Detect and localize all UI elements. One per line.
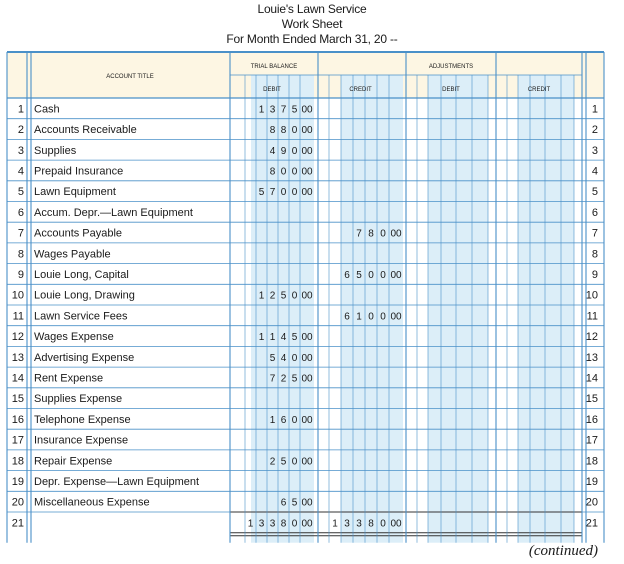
worksheet-period: For Month Ended March 31, 20 -- bbox=[226, 32, 398, 46]
trial-balance-debit-digit: 5 bbox=[280, 456, 287, 468]
trial-balance-debit-digit: 3 bbox=[269, 104, 276, 116]
row-number-left: 21 bbox=[11, 517, 24, 530]
account-title: Louie Long, Drawing bbox=[34, 289, 135, 302]
trial-balance-debit-digit: 8 bbox=[269, 166, 276, 178]
row-number-right: 21 bbox=[585, 517, 598, 530]
row-number-left: 20 bbox=[11, 496, 24, 509]
row-number-right: 3 bbox=[591, 144, 598, 157]
trial-balance-debit-digit: 7 bbox=[269, 373, 276, 385]
trial-balance-debit-digit: 4 bbox=[269, 145, 276, 157]
row-number-right: 15 bbox=[585, 393, 598, 406]
trial-balance-credit-cents: 00 bbox=[390, 269, 402, 281]
trial-balance-debit-cents: 00 bbox=[301, 290, 313, 302]
trial-balance-debit-digit: 5 bbox=[291, 373, 298, 385]
row-number-left: 17 bbox=[11, 434, 24, 447]
row-number-left: 6 bbox=[17, 206, 24, 219]
trial-balance-debit-digit: 4 bbox=[280, 352, 287, 364]
adCredit-shade bbox=[518, 75, 574, 543]
row-number-right: 20 bbox=[585, 496, 598, 509]
trial-balance-debit-digit: 9 bbox=[280, 145, 287, 157]
row-number-left: 10 bbox=[11, 289, 24, 302]
adjustments-heading: ADJUSTMENTS bbox=[428, 64, 474, 70]
row-number-left: 13 bbox=[11, 351, 24, 364]
trial-balance-credit-digit: 0 bbox=[380, 311, 386, 323]
row-number-left: 11 bbox=[12, 310, 24, 323]
trial-balance-debit-digit: 0 bbox=[291, 290, 298, 302]
row-number-left: 16 bbox=[11, 413, 24, 426]
row-number-right: 19 bbox=[585, 475, 598, 488]
trial-balance-debit-digit: 1 bbox=[269, 414, 276, 426]
account-title: Cash bbox=[34, 103, 60, 116]
trial-balance-credit-digit: 0 bbox=[380, 518, 386, 530]
account-title: Advertising Expense bbox=[34, 351, 135, 364]
account-title: Wages Payable bbox=[34, 248, 111, 261]
trial-balance-debit-digit: 1 bbox=[258, 104, 265, 116]
trial-balance-debit-digit: 1 bbox=[269, 332, 276, 344]
account-title: Louie Long, Capital bbox=[34, 268, 129, 281]
row-number-right: 1 bbox=[591, 103, 598, 116]
trial-balance-debit-digit: 2 bbox=[280, 373, 287, 385]
trial-balance-debit-digit: 3 bbox=[258, 518, 265, 530]
trial-balance-debit-digit: 8 bbox=[280, 518, 287, 530]
trial-balance-debit-digit: 0 bbox=[291, 456, 298, 468]
trial-balance-debit-digit: 0 bbox=[291, 145, 298, 157]
company-name: Louie's Lawn Service bbox=[257, 2, 367, 16]
tbCredit-shade bbox=[341, 75, 403, 543]
account-title-heading: ACCOUNT TITLE bbox=[106, 74, 154, 80]
trial-balance-debit-cents: 00 bbox=[301, 166, 313, 178]
account-title: Insurance Expense bbox=[34, 434, 129, 447]
trial-balance-debit-digit: 7 bbox=[280, 104, 287, 116]
trial-balance-credit-cents: 00 bbox=[390, 311, 402, 323]
trial-balance-credit-digit: 8 bbox=[368, 518, 374, 530]
row-number-left: 15 bbox=[11, 393, 24, 406]
trial-balance-debit-digit: 7 bbox=[269, 187, 276, 199]
trial-balance-debit-digit: 6 bbox=[280, 414, 287, 426]
trial-balance-debit-digit: 0 bbox=[280, 187, 287, 199]
trial-balance-credit-digit: 6 bbox=[344, 311, 350, 323]
trial-balance-debit-cents: 00 bbox=[301, 104, 313, 116]
account-title: Accounts Receivable bbox=[34, 124, 137, 137]
account-title: Miscellaneous Expense bbox=[34, 496, 150, 509]
row-number-left: 4 bbox=[17, 165, 24, 178]
account-title: Accounts Payable bbox=[34, 227, 123, 240]
row-number-right: 10 bbox=[585, 289, 598, 302]
row-number-left: 8 bbox=[17, 248, 24, 261]
trial-balance-credit-digit: 6 bbox=[344, 269, 350, 281]
trial-balance-credit-digit: 5 bbox=[356, 269, 362, 281]
row-number-right: 14 bbox=[585, 372, 598, 385]
trial-balance-debit-digit: 0 bbox=[291, 125, 298, 137]
trial-balance-credit-cents: 00 bbox=[390, 228, 402, 240]
row-number-right: 6 bbox=[591, 206, 598, 219]
row-number-right: 5 bbox=[591, 186, 598, 199]
trial-balance-debit-digit: 5 bbox=[291, 104, 298, 116]
row-number-right: 17 bbox=[585, 434, 598, 447]
trial-balance-debit-digit: 0 bbox=[291, 518, 298, 530]
trial-balance-debit-digit: 5 bbox=[280, 290, 287, 302]
trial-balance-credit-digit: 0 bbox=[368, 269, 374, 281]
trial-balance-debit-cents: 00 bbox=[301, 497, 313, 509]
trial-balance-debit-digit: 0 bbox=[291, 187, 298, 199]
trial-balance-debit-digit: 0 bbox=[291, 352, 298, 364]
trial-balance-debit-cents: 00 bbox=[301, 352, 313, 364]
trial-balance-debit-digit: 6 bbox=[280, 497, 287, 509]
trial-balance-credit-digit: 0 bbox=[368, 311, 374, 323]
trial-balance-credit-digit: 0 bbox=[380, 228, 386, 240]
tbDebit-heading: DEBIT bbox=[263, 87, 281, 93]
trial-balance-debit-digit: 5 bbox=[269, 352, 276, 364]
row-number-left: 5 bbox=[17, 186, 24, 199]
trial-balance-heading: TRIAL BALANCE bbox=[250, 64, 298, 70]
row-number-right: 18 bbox=[585, 455, 598, 468]
trial-balance-credit-digit: 3 bbox=[356, 518, 362, 530]
row-number-left: 7 bbox=[17, 227, 24, 240]
row-number-left: 1 bbox=[17, 103, 24, 116]
trial-balance-debit-cents: 00 bbox=[301, 373, 313, 385]
account-title: Accum. Depr.—Lawn Equipment bbox=[34, 206, 193, 219]
row-number-right: 9 bbox=[591, 268, 598, 281]
trial-balance-credit-digit: 0 bbox=[380, 269, 386, 281]
trial-balance-debit-cents: 00 bbox=[301, 187, 313, 199]
trial-balance-debit-cents: 00 bbox=[301, 145, 313, 157]
trial-balance-debit-digit: 5 bbox=[258, 187, 265, 199]
row-number-left: 2 bbox=[17, 124, 24, 137]
trial-balance-debit-digit: 5 bbox=[291, 332, 298, 344]
trial-balance-debit-digit: 3 bbox=[269, 518, 276, 530]
adDebit-shade bbox=[428, 75, 488, 543]
account-title: Supplies bbox=[34, 144, 77, 157]
trial-balance-debit-digit: 2 bbox=[269, 290, 276, 302]
row-number-right: 8 bbox=[591, 248, 598, 261]
trial-balance-debit-digit: 1 bbox=[258, 290, 265, 302]
trial-balance-debit-digit: 1 bbox=[247, 518, 254, 530]
account-title: Lawn Equipment bbox=[34, 186, 116, 199]
row-number-left: 19 bbox=[11, 475, 24, 488]
trial-balance-credit-digit: 7 bbox=[356, 228, 362, 240]
account-title: Lawn Service Fees bbox=[34, 310, 128, 323]
account-title: Prepaid Insurance bbox=[34, 165, 124, 178]
trial-balance-debit-digit: 0 bbox=[291, 414, 298, 426]
row-number-left: 18 bbox=[11, 455, 24, 468]
trial-balance-debit-digit: 2 bbox=[269, 456, 276, 468]
trial-balance-debit-digit: 8 bbox=[280, 125, 287, 137]
trial-balance-debit-digit: 1 bbox=[258, 332, 265, 344]
trial-balance-debit-digit: 4 bbox=[280, 332, 287, 344]
trial-balance-debit-digit: 0 bbox=[291, 166, 298, 178]
row-number-left: 9 bbox=[17, 268, 24, 281]
row-number-right: 16 bbox=[585, 413, 598, 426]
row-number-left: 14 bbox=[11, 372, 24, 385]
trial-balance-credit-digit: 1 bbox=[356, 311, 362, 323]
trial-balance-debit-digit: 0 bbox=[280, 166, 287, 178]
trial-balance-debit-digit: 8 bbox=[269, 125, 276, 137]
account-title: Telephone Expense bbox=[34, 413, 131, 426]
trial-balance-debit-cents: 00 bbox=[301, 414, 313, 426]
row-number-left: 12 bbox=[11, 331, 24, 344]
tbCredit-heading: CREDIT bbox=[349, 87, 372, 93]
account-title: Repair Expense bbox=[34, 455, 113, 468]
account-title: Rent Expense bbox=[34, 372, 104, 385]
row-number-right: 7 bbox=[591, 227, 598, 240]
trial-balance-credit-cents: 00 bbox=[390, 518, 402, 530]
trial-balance-credit-digit: 3 bbox=[344, 518, 350, 530]
adCredit-heading: CREDIT bbox=[527, 87, 551, 93]
adDebit-heading: DEBIT bbox=[442, 87, 460, 93]
row-number-right: 2 bbox=[591, 124, 598, 137]
row-number-right: 4 bbox=[591, 165, 598, 178]
account-title: Wages Expense bbox=[34, 331, 114, 344]
trial-balance-debit-digit: 5 bbox=[291, 497, 298, 509]
trial-balance-credit-digit: 8 bbox=[368, 228, 374, 240]
trial-balance-debit-cents: 00 bbox=[301, 456, 313, 468]
trial-balance-debit-cents: 00 bbox=[301, 332, 313, 344]
trial-balance-credit-digit: 1 bbox=[332, 518, 338, 530]
trial-balance-debit-cents: 00 bbox=[301, 518, 313, 530]
row-number-right: 12 bbox=[585, 331, 598, 344]
continued-note: (continued) bbox=[528, 543, 598, 559]
account-title: Supplies Expense bbox=[34, 393, 123, 406]
account-title: Depr. Expense—Lawn Equipment bbox=[34, 475, 200, 488]
row-number-right: 13 bbox=[585, 351, 598, 364]
trial-balance-debit-cents: 00 bbox=[301, 125, 313, 137]
worksheet-title: Work Sheet bbox=[281, 17, 343, 31]
row-number-left: 3 bbox=[17, 144, 24, 157]
row-number-right: 11 bbox=[586, 310, 598, 323]
